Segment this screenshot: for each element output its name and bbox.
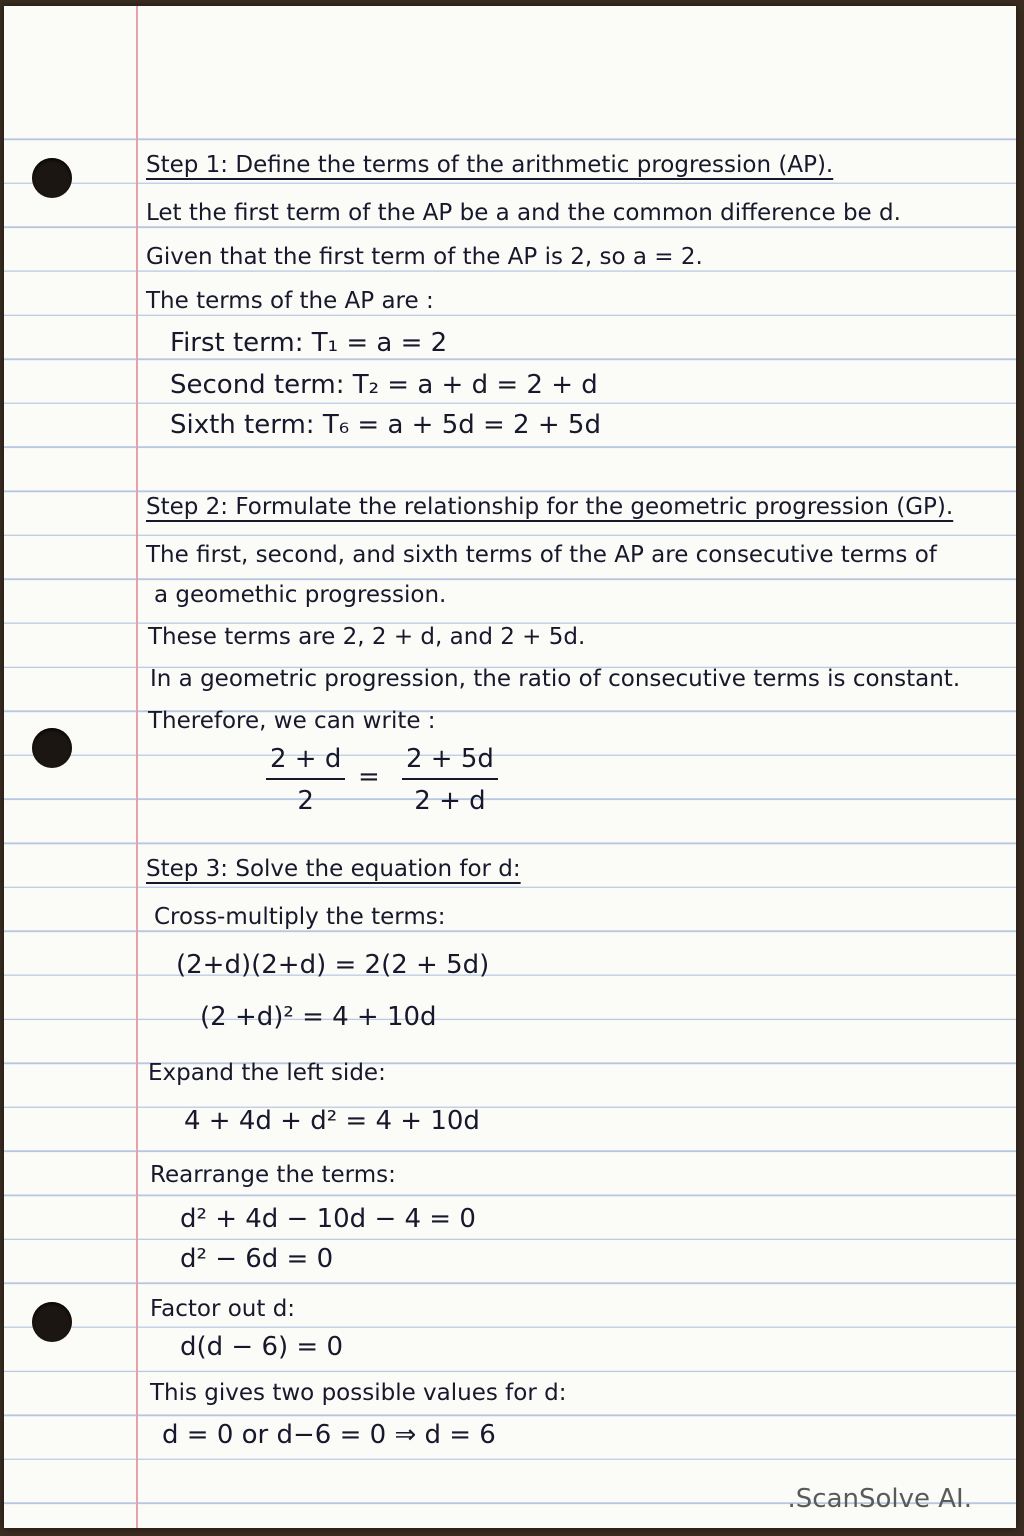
equation: (2 +d)² = 4 + 10d [200, 1002, 437, 1032]
step-3-line: Expand the left side: [148, 1060, 386, 1086]
equation: (2+d)(2+d) = 2(2 + 5d) [176, 950, 490, 980]
fraction-left-denominator: 2 [297, 786, 314, 816]
punch-hole-middle [32, 728, 72, 768]
punch-hole-bottom [32, 1302, 72, 1342]
final-answer: d = 0 or d−6 = 0 ⇒ d = 6 [162, 1420, 496, 1450]
equation: d² − 6d = 0 [180, 1244, 334, 1274]
second-term-equation: Second term: T₂ = a + d = 2 + d [170, 370, 598, 400]
fraction-left [266, 744, 345, 816]
fraction-right-numerator: 2 + 5d [402, 744, 498, 780]
equation: 4 + 4d + d² = 4 + 10d [184, 1106, 480, 1136]
equation: d(d − 6) = 0 [180, 1332, 344, 1362]
step-1-line: The terms of the AP are : [146, 288, 434, 314]
step-3-heading: Step 3: Solve the equation for d: [146, 856, 521, 882]
step-3-line: Cross-multiply the terms: [154, 904, 446, 930]
step-2-line: Therefore, we can write : [148, 708, 436, 734]
step-2-line: These terms are 2, 2 + d, and 2 + 5d. [148, 624, 586, 650]
fraction-left-numerator: 2 + d [266, 744, 345, 780]
step-3-line: Factor out d: [150, 1296, 296, 1322]
brand-watermark: .ScanSolve AI. [787, 1484, 972, 1514]
step-1-heading: Step 1: Define the terms of the arithmetic progression (AP). [146, 152, 834, 178]
fraction-right-denominator: 2 + d [414, 786, 486, 816]
fraction-equals: = [358, 762, 380, 792]
equation: d² + 4d − 10d − 4 = 0 [180, 1204, 476, 1234]
step-3-line: This gives two possible values for d: [150, 1380, 567, 1406]
step-2-line: a geomethic progression. [154, 582, 447, 608]
step-1-line: Given that the first term of the AP is 2, so a = 2. [146, 244, 703, 270]
step-2-line: In a geometric progression, the ratio of consecutive terms is constant. [150, 666, 961, 692]
punch-hole-top [32, 158, 72, 198]
first-term-equation: First term: T₁ = a = 2 [170, 328, 448, 358]
step-3-line: Rearrange the terms: [150, 1162, 396, 1188]
step-1-line: Let the first term of the AP be a and the common difference be d. [146, 200, 901, 226]
sixth-term-equation: Sixth term: T₆ = a + 5d = 2 + 5d [170, 410, 601, 440]
step-2-line: The first, second, and sixth terms of the AP are consecutive terms of [146, 542, 937, 568]
notebook-page [4, 6, 1016, 1528]
top-margin [4, 6, 1016, 134]
step-2-heading: Step 2: Formulate the relationship for the geometric progression (GP). [146, 494, 954, 520]
red-margin-line [136, 6, 138, 1528]
fraction-right [402, 744, 498, 816]
